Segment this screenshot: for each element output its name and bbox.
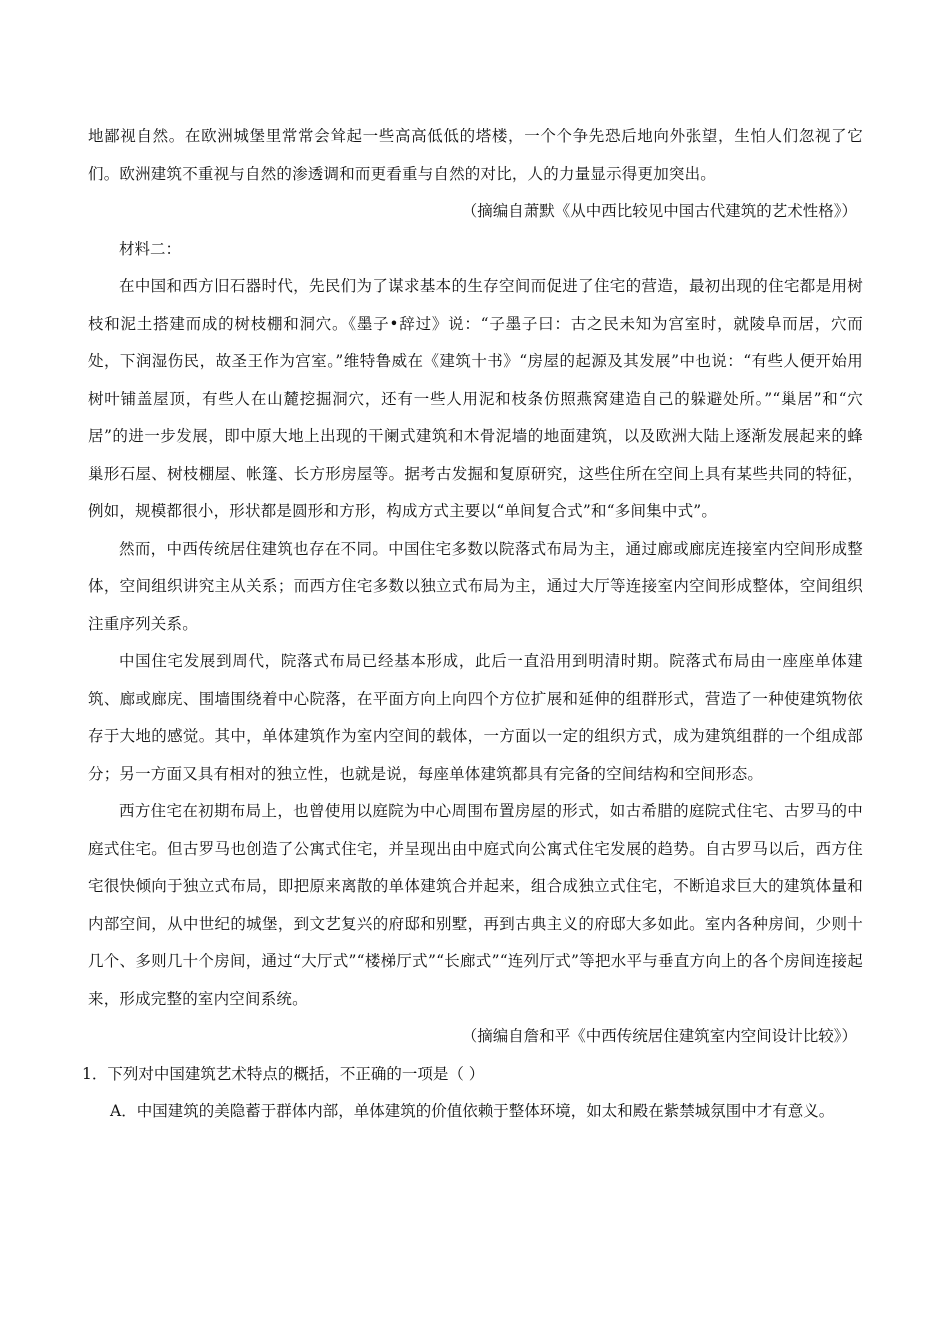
paragraph-chinese-courtyard: 中国住宅发展到周代，院落式布局已经基本形成，此后一直沿用到明清时期。院落式布局由一座座单体建筑、廊或廊庑、围墙围绕着中心院落，在平面方向上向四个方位扩展和延伸的组群形式，营造了一种使建筑物依存于大地的感觉。其中，单体建筑作为室内空间的载体，一方面以一定的组织方式，成为建筑组群的一个组成部分；另一方面又具有相对的独立性，也就是说，每座单体建筑都具有完备的空间结构和空间形态。 (88, 652, 863, 783)
paragraph-differences: 然而，中西传统居住建筑也存在不同。中国住宅多数以院落式布局为主，通过廊或廊庑连接室内空间形成整体，空间组织讲究主从关系；而西方住宅多数以独立式布局为主，通过大厅等连接室内空间形成整体，空间组织注重序列关系。 (88, 539, 863, 633)
paragraph-origins: 在中国和西方旧石器时代，先民们为了谋求基本的生存空间而促进了住宅的营造，最初出现的住宅都是用树枝和泥土搭建而成的树枝棚和洞穴。《墨子•辞过》说：“子墨子曰：古之民未知为宫室时，就陵阜而居，穴而处，下润湿伤民，故圣王作为宫室。”维特鲁威在《建筑十书》“房屋的起源及其发展”中也说：“有些人便开始用树叶铺盖屋顶，有些人在山麓挖掘洞穴，还有一些人用泥和枝条仿照燕窝建造自己的躲避处所。”“巢居”和“穴居”的进一步发展，即中原大地上出现的干阑式建筑和木骨泥墙的地面建筑，以及欧洲大陆上逐渐发展起来的蜂巢形石屋、树枝棚屋、帐篷、长方形房屋等。据考古发掘和复原研究，这些住所在空间上具有某些共同的特征，例如，规模都很小，形状都是圆形和方形，构成方式主要以“单间复合式”和“多间集中式”。 (88, 277, 863, 520)
document-page (82, 118, 863, 1131)
paragraph-continued: 地鄙视自然。在欧洲城堡里常常会耸起一些高高低低的塔楼，一个个争先恐后地向外张望，生怕人们忽视了它们。欧洲建筑不重视与自然的渗透调和而更看重与自然的对比，人的力量显示得更加突出。 (88, 127, 863, 183)
question-1-option-a: A．中国建筑的美隐蓄于群体内部，单体建筑的价值依赖于整体环境，如太和殿在紫禁城氛围中才有意义。 (110, 1102, 835, 1120)
material-two-heading: 材料二： (119, 239, 182, 258)
paragraph-western-layout: 西方住宅在初期布局上，也曾使用以庭院为中心周围布置房屋的形式，如古希腊的庭院式住宅、古罗马的中庭式住宅。但古罗马也创造了公寓式住宅，并呈现出由中庭式向公寓式住宅发展的趋势。自古罗马以后，西方住宅很快倾向于独立式布局，即把原来离散的单体建筑合并起来，组合成独立式住宅，不断追求巨大的建筑体量和内部空间，从中世纪的城堡，到文艺复兴的府邸和别墅，再到古典主义的府邸大多如此。室内各种房间，少则十几个、多则几十个房间，通过“大厅式”“楼梯厅式”“长廊式”“连列厅式”等把水平与垂直方向上的各个房间连接起来，形成完整的室内空间系统。 (88, 802, 863, 1008)
source-citation-1: （摘编自萧默《从中西比较见中国古代建筑的艺术性格》） (461, 202, 857, 220)
source-citation-2: （摘编自詹和平《中西传统居住建筑室内空间设计比较》） (461, 1027, 857, 1045)
question-1-stem: 1．下列对中国建筑艺术特点的概括，不正确的一项是（ ） (82, 1064, 485, 1083)
